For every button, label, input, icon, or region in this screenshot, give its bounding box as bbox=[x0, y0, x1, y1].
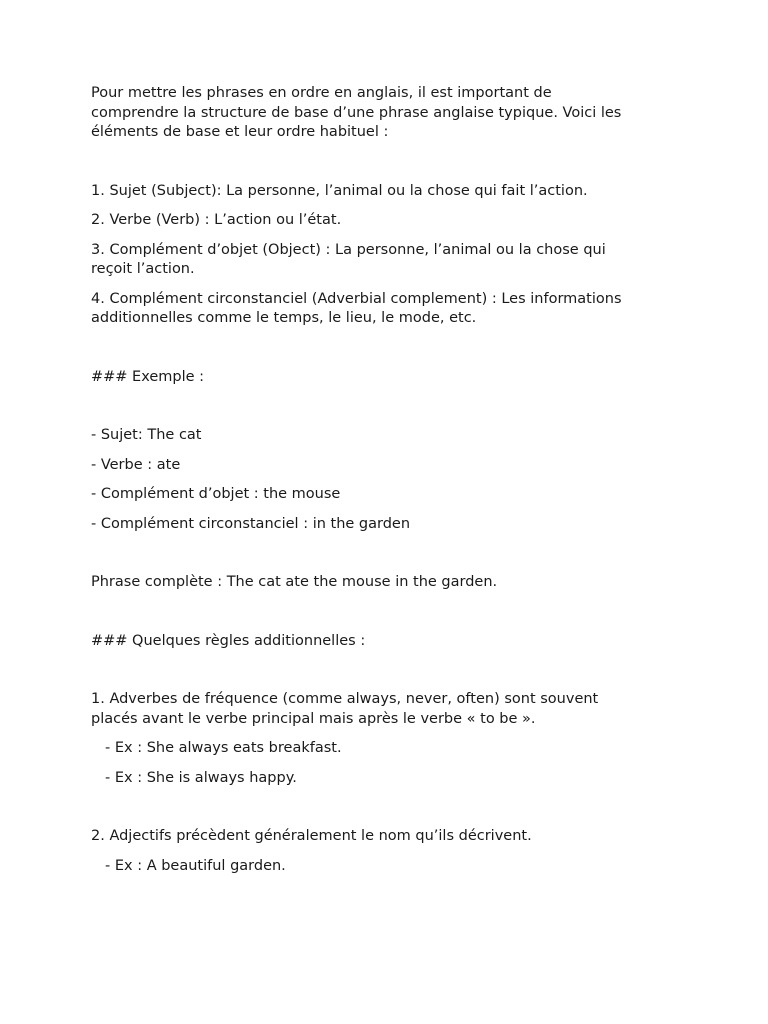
full-sentence bbox=[91, 573, 691, 593]
rule-line: 1. Adverbes de fréquence (comme always, never, often) sont souvent bbox=[91, 691, 599, 707]
example-item bbox=[91, 515, 691, 535]
rule-line: placés avant le verbe principal mais après le verbe « to be ». bbox=[91, 710, 536, 727]
rule-example-text: - Ex : She always eats breakfast. bbox=[105, 740, 342, 756]
example-item bbox=[91, 485, 691, 505]
rule-example bbox=[91, 739, 691, 759]
element-item-object bbox=[91, 241, 691, 280]
example-item bbox=[91, 456, 691, 476]
element-line: reçoit l’action. bbox=[91, 261, 195, 277]
element-item-verb bbox=[91, 211, 691, 231]
example-item bbox=[91, 426, 691, 446]
intro-line: comprendre la structure de base d’une phrase anglaise typique. Voici les bbox=[91, 104, 622, 121]
intro-line: éléments de base et leur ordre habituel : bbox=[91, 124, 389, 140]
element-line: 3. Complément d’objet (Object) : La personne, l’animal ou la chose qui bbox=[91, 241, 606, 258]
document-page bbox=[91, 84, 691, 886]
full-sentence-text: Phrase complète : The cat ate the mouse in the garden. bbox=[91, 574, 498, 590]
rule-example-text: - Ex : A beautiful garden. bbox=[105, 857, 286, 874]
rule-example bbox=[91, 769, 691, 789]
intro-paragraph bbox=[91, 84, 691, 143]
rule-line: 2. Adjectifs précèdent généralement le nom qu’ils décrivent. bbox=[91, 828, 532, 844]
example-item-text: - Verbe : ate bbox=[91, 456, 181, 473]
element-item-adverbial bbox=[91, 290, 691, 329]
element-item-subject bbox=[91, 182, 691, 202]
element-line: 2. Verbe (Verb) : L’action ou l’état. bbox=[91, 212, 342, 228]
rule-frequency-adverbs bbox=[91, 690, 691, 729]
rules-heading bbox=[91, 632, 691, 652]
rules-heading-text: ### Quelques règles additionnelles : bbox=[91, 632, 366, 649]
element-line: 4. Complément circonstanciel (Adverbial complement) : Les informations bbox=[91, 290, 622, 307]
element-line: additionnelles comme le temps, le lieu, le mode, etc. bbox=[91, 310, 477, 326]
rule-example bbox=[91, 857, 691, 877]
example-item-text: - Complément circonstanciel : in the garden bbox=[91, 515, 411, 532]
rule-adjectives bbox=[91, 827, 691, 847]
example-heading bbox=[91, 368, 691, 388]
example-heading-text: ### Exemple : bbox=[91, 368, 205, 385]
rule-example-text: - Ex : She is always happy. bbox=[105, 769, 297, 786]
example-item-text: - Sujet: The cat bbox=[91, 427, 202, 443]
element-line: 1. Sujet (Subject): La personne, l’animal ou la chose qui fait l’action. bbox=[91, 182, 588, 199]
intro-line: Pour mettre les phrases en ordre en anglais, il est important de bbox=[91, 85, 552, 101]
example-item-text: - Complément d’objet : the mouse bbox=[91, 486, 341, 502]
